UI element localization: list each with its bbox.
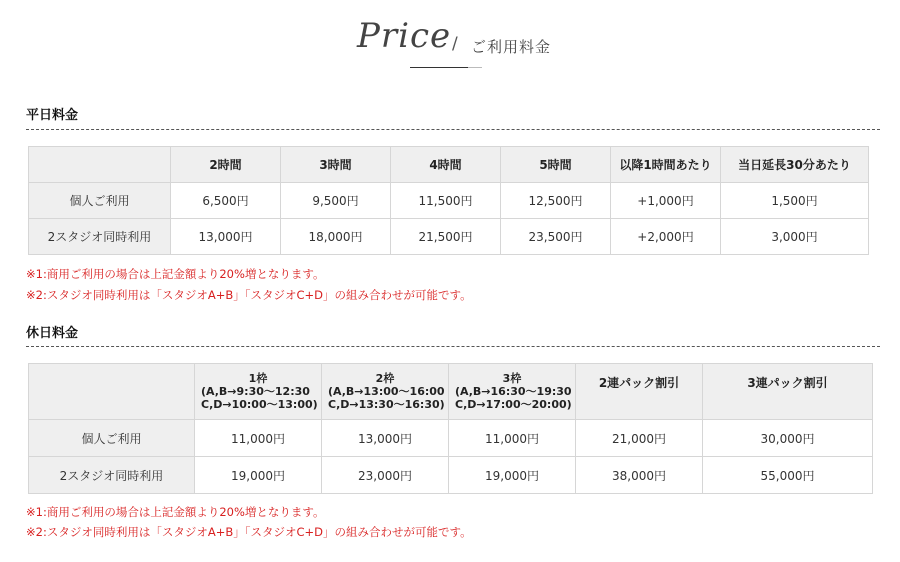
- slot-time-cd: C,D→13:30〜16:30): [328, 398, 445, 411]
- table-cell: 3,000円: [721, 219, 869, 255]
- weekday-title: 平日料金: [26, 108, 79, 123]
- table-cell: +2,000円: [611, 219, 721, 255]
- table-cell: 21,000円: [576, 420, 703, 457]
- table-row: [29, 420, 873, 457]
- price-header: [0, 10, 900, 70]
- table-header-cell: 5時間: [501, 147, 611, 183]
- table-header-cell: [322, 364, 449, 420]
- slot-time-ab: (A,B→16:30〜19:30: [455, 385, 572, 398]
- weekday-price-table: [28, 146, 869, 255]
- slot-time-cd: C,D→17:00〜20:00): [455, 398, 572, 411]
- table-cell: 23,000円: [322, 457, 449, 494]
- weekday-note-2: ※2:スタジオ同時利用は「スタジオA+B」「スタジオC+D」の組み合わせが可能です。: [26, 288, 472, 302]
- table-header-cell: [29, 364, 195, 420]
- table-cell: 19,000円: [449, 457, 576, 494]
- row-label: 個人ご利用: [29, 420, 195, 457]
- slot-time-ab: (A,B→13:00〜16:00: [328, 385, 445, 398]
- row-label: 2スタジオ同時利用: [29, 219, 171, 255]
- table-header-cell: 2連パック割引: [576, 364, 703, 420]
- slot-time-cd: C,D→10:00〜13:00): [201, 398, 318, 411]
- table-header-row: [29, 364, 873, 420]
- table-header-cell: 4時間: [391, 147, 501, 183]
- table-header-cell: 3連パック割引: [703, 364, 873, 420]
- table-header-cell: 以降1時間あたり: [611, 147, 721, 183]
- table-cell: 19,000円: [195, 457, 322, 494]
- table-header-row: [29, 147, 869, 183]
- table-cell: 9,500円: [281, 183, 391, 219]
- table-cell: 55,000円: [703, 457, 873, 494]
- table-cell: 6,500円: [171, 183, 281, 219]
- table-cell: 23,500円: [501, 219, 611, 255]
- slot-name: 3枠: [502, 372, 522, 385]
- table-cell: 1,500円: [721, 183, 869, 219]
- table-cell: 38,000円: [576, 457, 703, 494]
- holiday-title: 休日料金: [26, 326, 79, 341]
- table-header-cell: 当日延長30分あたり: [721, 147, 869, 183]
- table-header-cell: 2時間: [171, 147, 281, 183]
- table-header-cell: [195, 364, 322, 420]
- slot-name: 2枠: [375, 372, 395, 385]
- table-cell: 11,000円: [449, 420, 576, 457]
- weekday-note-1: ※1:商用ご利用の場合は上記金額より20%増となります。: [26, 267, 325, 281]
- table-cell: 12,500円: [501, 183, 611, 219]
- weekday-divider: [26, 129, 880, 130]
- holiday-note-2: ※2:スタジオ同時利用は「スタジオA+B」「スタジオC+D」の組み合わせが可能です。: [26, 525, 472, 539]
- table-header-cell: [29, 147, 171, 183]
- row-label: 2スタジオ同時利用: [29, 457, 195, 494]
- header-slash: /: [452, 34, 458, 54]
- table-cell: 21,500円: [391, 219, 501, 255]
- table-cell: 18,000円: [281, 219, 391, 255]
- slot-name: 1枠: [248, 372, 268, 385]
- price-subtitle: ご利用料金: [471, 38, 552, 56]
- table-header-cell: 3時間: [281, 147, 391, 183]
- header-underline-light: [468, 67, 482, 68]
- table-row: [29, 183, 869, 219]
- table-cell: +1,000円: [611, 183, 721, 219]
- table-cell: 30,000円: [703, 420, 873, 457]
- table-row: [29, 219, 869, 255]
- table-row: [29, 457, 873, 494]
- price-script-title: Price: [357, 16, 452, 56]
- holiday-price-table: [28, 363, 873, 494]
- slot-time-ab: (A,B→9:30〜12:30: [201, 385, 310, 398]
- row-label: 個人ご利用: [29, 183, 171, 219]
- table-header-cell: [449, 364, 576, 420]
- table-cell: 11,000円: [195, 420, 322, 457]
- table-cell: 13,000円: [171, 219, 281, 255]
- holiday-divider: [26, 346, 880, 347]
- table-cell: 11,500円: [391, 183, 501, 219]
- header-underline: [410, 67, 468, 68]
- holiday-note-1: ※1:商用ご利用の場合は上記金額より20%増となります。: [26, 505, 325, 519]
- table-cell: 13,000円: [322, 420, 449, 457]
